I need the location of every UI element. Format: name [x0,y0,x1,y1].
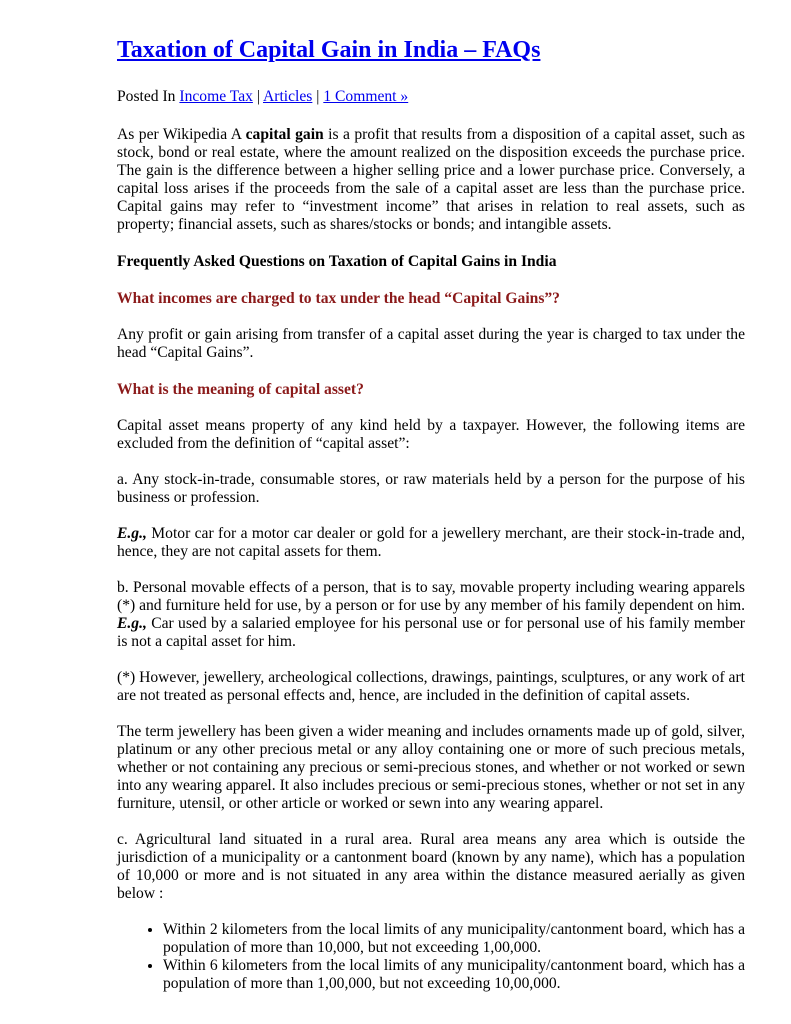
exclusion-item-b [117,579,745,651]
faq-heading: Frequently Asked Questions on Taxation of Capital Gains in India [117,253,557,270]
list-item: • Within 2 kilometers from the local limits of any municipality/cantonment board, which has a population of more than 10,000, but not exceeding 1,00,000. [163,921,745,957]
example-text: Motor car for a motor car dealer or gold for a jewellery merchant, are their stock-in-trade and, hence, they are not capital assets for them. [117,525,745,560]
exclusion-item-c: c. Agricultural land situated in a rural area. Rural area means any area which is outside the jurisdiction of a municipality or a cantonment board (known by any name), which has a population of 10,000 or more and is not situated in any area within the distance measured aerially as given below : [117,831,745,902]
question-heading: What incomes are charged to tax under the head “Capital Gains”? [117,290,560,307]
distance-list [117,921,745,993]
meta-separator: | [256,88,260,105]
article-title-link[interactable]: Taxation of Capital Gain in India – FAQs [117,37,541,63]
category-link-articles[interactable]: Articles [263,88,313,105]
intro-rest: is a profit that results from a disposition of a capital asset, such as stock, bond or real estate, where the amount realized on the disposition exceeds the purchase price. The gain is the difference between a higher selling price and a lower purchase price. Conversely, a capital loss arises if the proceeds from the sale of a capital asset are less than the purchase price. Capital gains may refer to “investment income” that arises in relation to real assets, such as property; financial assets, such as shares/stocks or bonds; and intangible assets. [117,126,745,233]
intro-paragraph [117,126,745,234]
comments-link[interactable]: 1 Comment » [323,88,409,105]
list-item: • Within 6 kilometers from the local limits of any municipality/cantonment board, which has a population of more than 1,00,000, but not exceeding 10,00,000. [163,957,745,993]
example-text: Car used by a salaried employee for his personal use or for personal use of his family member is not a capital asset for him. [117,615,745,650]
intro-lead: As per Wikipedia A [117,126,242,143]
eg-label: E.g., [117,615,147,632]
post-meta [117,88,745,106]
meta-separator: | [316,88,320,105]
item-b-text: b. Personal movable effects of a person, that is to say, movable property including wearing apparels (*) and furniture held for use, by a person or for use by any member of his family dependent on him. [117,579,745,614]
posted-in-label: Posted In [117,88,176,105]
answer-paragraph: Any profit or gain arising from transfer of a capital asset during the year is charged to tax under the head “Capital Gains”. [117,326,745,361]
example-paragraph [117,525,745,561]
question-heading: What is the meaning of capital asset? [117,381,364,398]
article-title [117,36,745,64]
jewellery-paragraph: The term jewellery has been given a wider meaning and includes ornaments made up of gold, silver, platinum or any other precious metal or any alloy containing one or more of such precious metals, whether or not containing any precious or semi-precious stones, and whether or not worked or sewn into any wearing apparel. It also includes precious or semi-precious stones, whether or not set in any furniture, utensil, or other article or worked or sewn into any wearing apparel. [117,723,745,812]
answer-paragraph: Capital asset means property of any kind held by a taxpayer. However, the following items are excluded from the definition of “capital asset”: [117,417,745,452]
eg-label: E.g., [117,525,147,542]
exclusion-item-a: a. Any stock-in-trade, consumable stores, or raw materials held by a person for the purpose of his business or profession. [117,471,745,506]
intro-bold-term: capital gain [245,126,324,143]
category-link-income-tax[interactable]: Income Tax [179,88,253,105]
note-paragraph: (*) However, jewellery, archeological collections, drawings, paintings, sculptures, or any work of art are not treated as personal effects and, hence, are included in the definition of capital assets. [117,669,745,704]
